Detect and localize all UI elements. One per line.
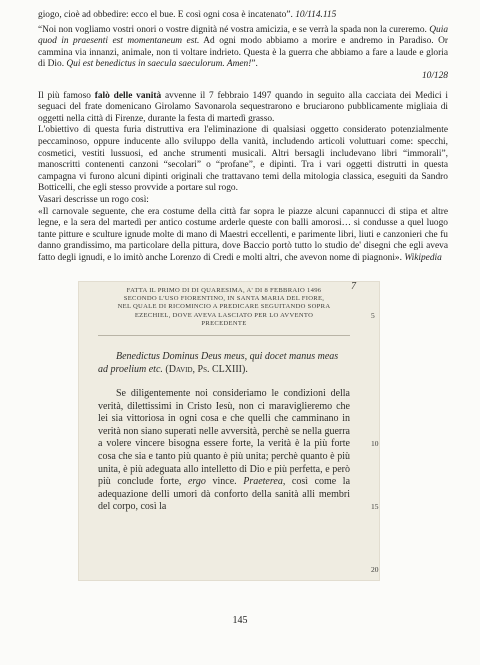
savonarola-quote: “Noi non vogliamo vostri onori o vostre dignità né vostra amicizia, e se verrà la spada non la cureremo. Quia quod in praesenti est momentaneum est. Ad ogni modo abbiamo a morire e andremo in Paradiso. Or cammina via innanzi, animale, non ti voltare indrieto. Questa è la guerra che abbiamo a fare a laude e gloria di Dio. Qui est benedictus in saecula saeculorum. Amen!”. bbox=[38, 24, 448, 70]
line-number: 15 bbox=[371, 502, 379, 511]
wikipedia-ref: Wikipedia bbox=[404, 252, 442, 263]
divider bbox=[98, 335, 350, 336]
latin-epigraph: Benedictus Dominus Deus meus, qui docet manus meas ad proelium etc. (David, Ps. CLXIII). bbox=[98, 351, 339, 376]
line-number: 20 bbox=[371, 565, 379, 574]
vasari-quote: «Il carnovale seguente, che era costume della città far sopra le piazze alcuni capannucci di stipa et altre legne, e la sera del martedì per antico costume arderle queste con balli amorosi… si condusse a quel luogo tante pitture e sculture ignude molte di mano di Maestri eccellenti, e parimente libri, liuti e canzonieri che fu danno grandissimo, ma particolare della pittura, dove Baccio portò tutto lo studio de' disegni che egli aveva fatto degli ignudi, e lo imitò anche Lorenzo di Credi e molti altri, che avevon nome di piagnoni». Wikipedia bbox=[38, 206, 448, 263]
line-number: 10 bbox=[371, 439, 379, 448]
bonfire-term: falò delle vanità bbox=[94, 90, 162, 101]
scanned-book-excerpt bbox=[78, 281, 380, 581]
document-page bbox=[38, 10, 448, 264]
top-quote-ref: 10/114.115 bbox=[292, 10, 337, 20]
sermon-text: Se diligentemente noi consideriamo le condizioni della verità, dilettissimi in Cristo Iesù, non ci maraviglieremo che lei sia vittoriosa in ogni cosa e che quelli che camminano in verità non siano superati nelle avversità, perchè se nella guerra a volere vincere bisogna essere forte, la verità è la più forte cosa che sia e tanto più quanto è più unita; perchè quanto è più unita, è più adeguata allo intelletto di Dio e più perfetta, e però più conclude forte, ergo vince. Praeterea, così come la adequazione delli umori dà conforto della sanità alli membri del corpo, così la bbox=[98, 388, 351, 513]
quote-ref: 10/128 bbox=[421, 70, 448, 81]
handwritten-annotation: 7 bbox=[351, 281, 356, 292]
page-number: 145 bbox=[232, 615, 248, 626]
top-quote-line: giogo, cioè ad obbedire: ecco el bue. E così ogni cosa è incatenato”. 10/114.115 bbox=[38, 10, 337, 20]
vasari-intro: Vasari descrisse un rogo così: bbox=[38, 194, 149, 205]
line-number: 5 bbox=[371, 311, 375, 320]
sermon-heading: FATTA IL PRIMO DI DI QUARESIMA, A' DI 8 FEBBRAIO 1496 SECONDO L'USO FIORENTINO, IN SANTA MARIA DEL FIORE, NEL QUALE DI RICOMINCIO A PREDICARE SEGUITANDO SOPRA EZECHIEL, DOVE AVEVA LASCIATO PER LO AVVENTO PRECEDENTE bbox=[117, 287, 331, 327]
objective-paragraph: L'obiettivo di questa furia distruttiva era l'eliminazione di qualsiasi oggetto considerato potenzialmente peccaminoso, oppure inducente allo sviluppo della vanità, includendo articoli voluttuari come: specchi, cosmetici, vestiti lussuosi, ed anche strumenti musicali. Altri bersagli includevano libri “immorali”, manoscritti contenenti canzoni “secolari” o “profane”, e dipinti. Tra i vari oggetti distrutti in questa campagna vi furono alcuni dipinti originali che trattavano temi della mitologia classica, eseguiti da Sandro Botticelli, che egli stesso provvide a portare sul rogo. bbox=[38, 125, 448, 194]
intro-paragraph: Il più famoso falò delle vanità avvenne il 7 febbraio 1497 quando in seguito alla cacciata dei Medici i seguaci del frate domenicano Girolamo Savonarola sequestrarono e bruciarono pubblicamente migliaia di oggetti nella città di Firenze, durante la festa di martedì grasso. bbox=[38, 90, 448, 124]
